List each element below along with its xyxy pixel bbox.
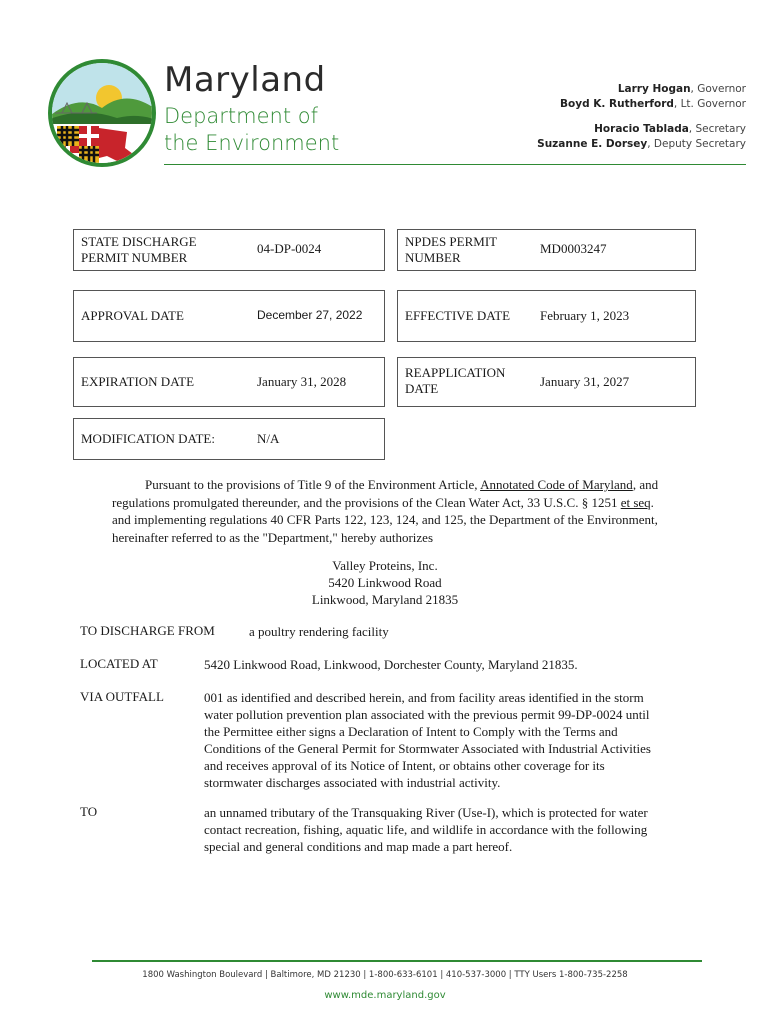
located-at-label: LOCATED AT [80,656,158,671]
officials-list [537,82,746,162]
brand-dept-line-2: the Environment [164,131,340,155]
located-at-value: 5420 Linkwood Road, Linkwood, Dorchester County, Maryland 21835. [204,657,578,672]
expiration-date-label: EXPIRATION DATE [81,374,195,389]
discharge-from-value: a poultry rendering facility [249,624,389,639]
via-outfall-value: 001 as identified and described herein, and from facility areas identified in the storm water pollution prevention plan associated with the previous permit 99-DP-0024 until the Permittee either signs a Declaration of Intent to Comply with the Terms and Conditions of the General Permit for Stormwater Associated with Industrial Activities and receives approval of its Notice of Intent, or obtains other coverage for its stormwater discharges associated with industrial activity. [204,690,651,790]
modification-date-value: N/A [257,431,280,446]
effective-date-box [397,290,696,342]
company-street: 5420 Linkwood Road [328,575,442,590]
authorization-paragraph: Pursuant to the provisions of Title 9 of the Environment Article, Annotated Code of Maryland, and regulations promulgated thereunder, and the provisions of the Clean Water Act, 33 U.S.C. § 1251 et seq. and implementing regulations 40 CFR Parts 122, 123, 124, and 125, the Department of the Environment, hereinafter referred to as the "Department," hereby authorizes [112,477,659,545]
modification-date-box [73,418,385,460]
modification-date-label: MODIFICATION DATE: [81,431,215,446]
official-lt-governor: Boyd K. Rutherford, Lt. Governor [560,98,746,110]
approval-date-value: December 27, 2022 [257,308,363,322]
reapplication-date-box [397,357,696,407]
reapplication-date-label: REAPPLICATION DATE [405,365,506,396]
company-name: Valley Proteins, Inc. [332,558,438,573]
brand-dept-line-1: Department of [164,104,318,128]
official-secretary: Horacio Tablada, Secretary [594,123,746,135]
to-label: TO [80,804,98,819]
executive-group [537,82,746,112]
via-outfall-label: VIA OUTFALL [80,689,164,704]
brand-department [164,103,339,157]
approval-date-label: APPROVAL DATE [81,308,184,323]
annotated-code-reference: Annotated Code of Maryland [480,477,633,492]
npdes-permit-box [397,229,696,271]
permittee-address [0,557,770,608]
official-governor: Larry Hogan, Governor [617,83,746,95]
footer-divider [92,960,702,962]
effective-date-value: February 1, 2023 [540,308,630,323]
reapplication-date-value: January 31, 2027 [540,374,630,389]
to-value: an unnamed tributary of the Transquaking River (Use-I), which is protected for water contact recreation, fishing, aquatic life, and wildlife in accordance with the following special and general conditions and map made a part hereof. [204,805,648,854]
footer-website-link[interactable]: www.mde.maryland.gov [324,990,446,1001]
secretary-group [537,122,746,152]
official-deputy-secretary: Suzanne E. Dorsey, Deputy Secretary [537,138,746,150]
npdes-value: MD0003247 [540,241,607,256]
expiration-date-box [73,357,385,407]
npdes-label: NPDES PERMIT NUMBER [405,234,498,265]
footer-address: 1800 Washington Boulevard | Baltimore, MD 21230 | 1-800-633-6101 | 410-537-3000 | TTY Users 1-800-735-2258 [142,970,628,980]
discharge-from-label: TO DISCHARGE FROM [80,623,215,638]
approval-date-box [73,290,385,342]
header-divider [164,164,746,165]
state-permit-box [73,229,385,271]
et-seq-reference: et seq [620,494,651,510]
expiration-date-value: January 31, 2028 [257,374,347,389]
brand-name: Maryland [164,60,326,100]
effective-date-label: EFFECTIVE DATE [405,308,511,323]
state-permit-value: 04-DP-0024 [257,241,322,256]
state-permit-label: STATE DISCHARGE PERMIT NUMBER [81,234,197,265]
mde-logo [47,58,157,168]
company-city: Linkwood, Maryland 21835 [311,592,459,607]
